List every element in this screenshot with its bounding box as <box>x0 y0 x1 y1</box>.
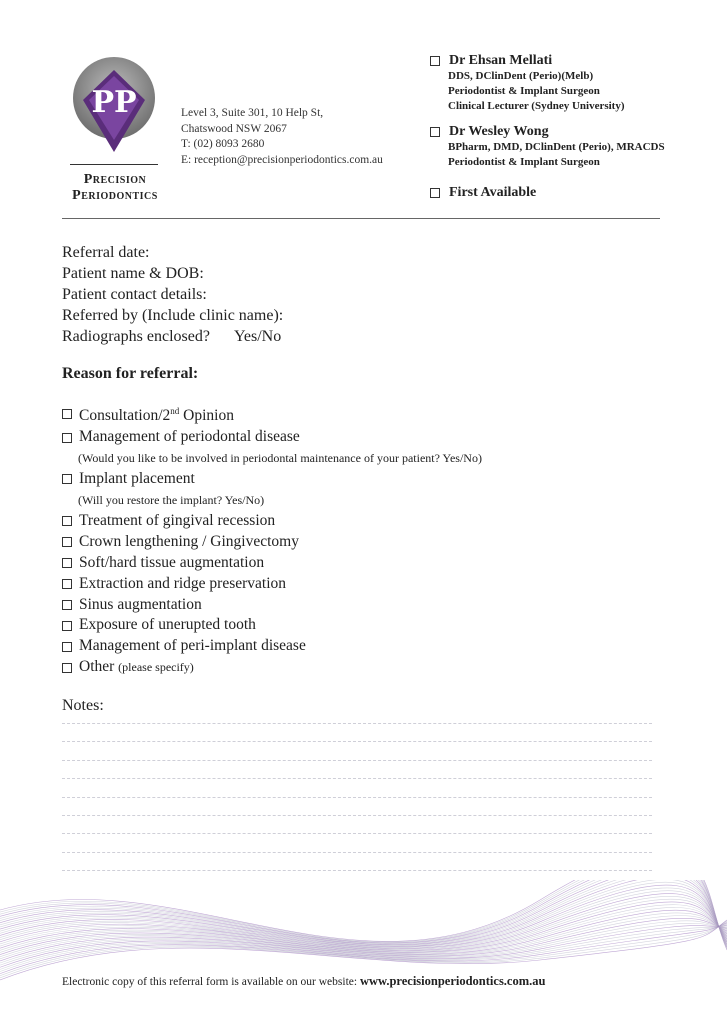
reason-checkbox[interactable] <box>62 537 72 547</box>
reason-label: Soft/hard tissue augmentation <box>79 553 265 571</box>
reason-peri-implant[interactable] <box>62 636 482 657</box>
reason-extraction[interactable] <box>62 574 482 595</box>
reason-checkbox[interactable] <box>62 433 72 443</box>
address-line1: Level 3, Suite 301, 10 Help St, <box>181 107 324 119</box>
reason-checkbox[interactable] <box>62 621 72 631</box>
patient-name-field[interactable]: Patient name & DOB: <box>62 265 204 282</box>
reason-checkbox[interactable] <box>62 516 72 526</box>
reason-other-note: (please specify) <box>118 660 194 675</box>
reason-checkbox[interactable] <box>62 474 72 484</box>
logo-monogram: PP <box>91 85 137 120</box>
practitioner-detail: Clinical Lecturer (Sydney University) <box>448 100 625 112</box>
note-line <box>62 760 652 761</box>
referral-fields <box>62 242 283 347</box>
reason-label: Other <box>79 658 115 676</box>
note-line <box>62 833 652 834</box>
practitioner-checkbox[interactable] <box>430 56 440 66</box>
note-line <box>62 852 652 853</box>
reason-implant-question: (Will you restore the implant? Yes/No) <box>78 492 265 507</box>
reason-label: Treatment of gingival recession <box>79 511 276 529</box>
note-line <box>62 723 652 724</box>
wave-line <box>0 885 727 948</box>
reason-label: Sinus augmentation <box>79 595 202 613</box>
referral-date-field[interactable]: Referral date: <box>62 244 150 261</box>
reason-label: Extraction and ridge preservation <box>79 574 287 592</box>
logo-divider <box>70 164 158 165</box>
reason-checkbox[interactable] <box>62 663 72 673</box>
reason-management[interactable] <box>62 427 482 448</box>
reason-label: Management of periodontal disease <box>79 428 300 446</box>
address-phone: T: (02) 8093 2680 <box>181 138 265 150</box>
practitioner-name: Dr Ehsan Mellati <box>449 53 553 68</box>
reason-gingival[interactable] <box>62 511 482 532</box>
reason-checkbox[interactable] <box>62 600 72 610</box>
practitioner-detail: Periodontist & Implant Surgeon <box>448 85 600 97</box>
footer-website-link[interactable]: www.precisionperiodontics.com.au <box>359 974 546 988</box>
logo <box>70 56 158 156</box>
reason-checkbox[interactable] <box>62 579 72 589</box>
brand-name-line2: Periodontics <box>72 188 158 203</box>
practitioner-detail: DDS, DClinDent (Perio)(Melb) <box>448 70 594 82</box>
reason-label: Consultation/2nd Opinion <box>79 406 234 425</box>
reason-label: Implant placement <box>79 469 195 487</box>
practitioner-list <box>430 52 665 210</box>
address-line2: Chatswood NSW 2067 <box>181 122 287 135</box>
reason-checkbox[interactable] <box>62 409 72 419</box>
footer <box>62 974 545 989</box>
practitioner-name: First Available <box>449 185 537 200</box>
address-email: E: reception@precisionperiodontics.com.au <box>181 153 383 166</box>
practitioner-wong <box>430 123 665 170</box>
note-line <box>62 741 652 742</box>
reason-title: Reason for referral: <box>62 365 199 382</box>
reason-label: Management of peri-implant disease <box>79 637 306 655</box>
patient-contact-field[interactable]: Patient contact details: <box>62 286 207 303</box>
reason-consultation[interactable] <box>62 401 482 427</box>
practitioner-detail: Periodontist & Implant Surgeon <box>448 156 600 168</box>
brand-name <box>60 172 170 204</box>
reason-checkbox[interactable] <box>62 558 72 568</box>
reason-management-question: (Would you like to be involved in periodontal maintenance of your patient? Yes/No) <box>78 450 482 465</box>
notes-area[interactable] <box>62 723 652 889</box>
reason-exposure[interactable] <box>62 615 482 636</box>
practitioner-checkbox[interactable] <box>430 188 440 198</box>
reason-soft-hard[interactable] <box>62 553 482 574</box>
header-divider <box>62 218 660 219</box>
practitioner-detail: BPharm, DMD, DClinDent (Perio), MRACDS <box>448 141 665 153</box>
wave-line <box>0 880 727 946</box>
practitioner-mellati <box>430 52 665 114</box>
reason-sinus[interactable] <box>62 595 482 616</box>
practitioner-checkbox[interactable] <box>430 127 440 137</box>
footer-text: Electronic copy of this referral form is available on our website: <box>62 976 360 988</box>
decorative-waves <box>0 880 727 1024</box>
reason-checkbox[interactable] <box>62 642 72 652</box>
note-line <box>62 778 652 779</box>
reason-label: Crown lengthening / Gingivectomy <box>79 532 299 550</box>
radiographs-options[interactable]: Yes/No <box>233 328 282 345</box>
notes-title: Notes: <box>62 697 104 714</box>
reason-list <box>62 401 482 678</box>
reason-other[interactable] <box>62 657 482 678</box>
radiographs-field[interactable] <box>62 326 283 347</box>
note-line <box>62 797 652 798</box>
reason-label: Exposure of unerupted tooth <box>79 616 256 634</box>
practitioner-name: Dr Wesley Wong <box>449 124 549 139</box>
practitioner-first-available <box>430 184 665 201</box>
referred-by-field[interactable]: Referred by (Include clinic name): <box>62 307 284 324</box>
note-line <box>62 815 652 816</box>
brand-name-line1: Precision <box>83 172 147 187</box>
reason-crown[interactable] <box>62 532 482 553</box>
note-line <box>62 870 652 871</box>
practice-address <box>181 106 383 168</box>
radiographs-label: Radiographs enclosed? <box>62 328 210 345</box>
reason-implant[interactable] <box>62 469 482 490</box>
